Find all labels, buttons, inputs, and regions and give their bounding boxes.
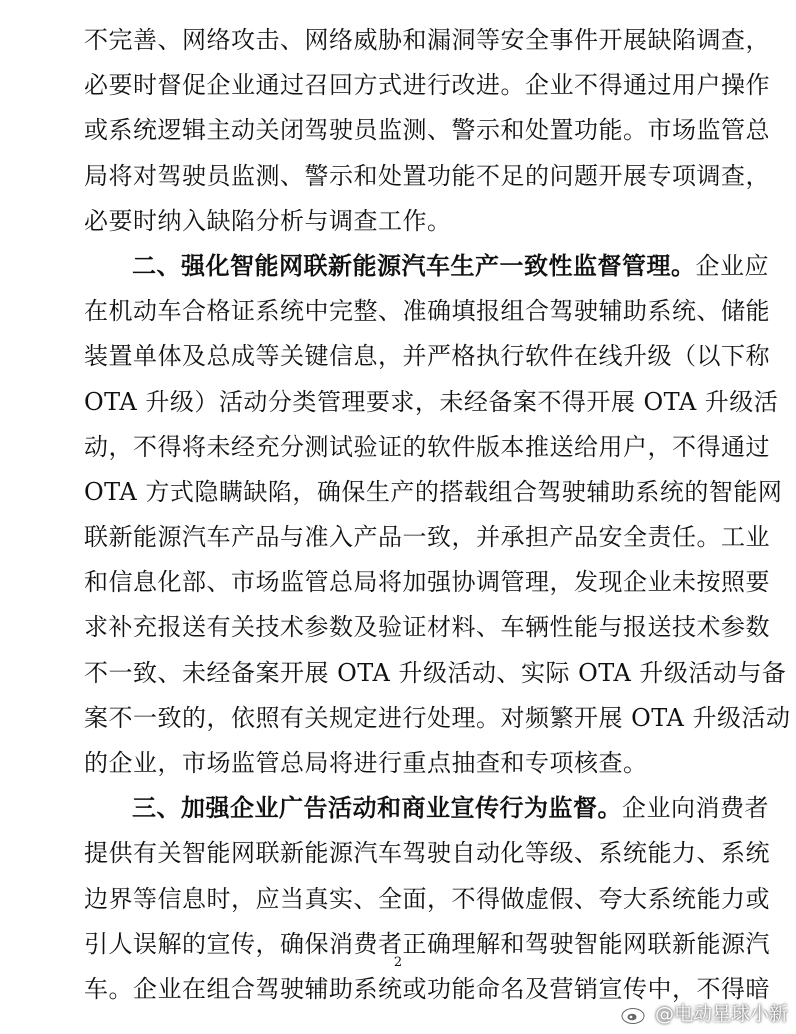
text-line: 和信息化部、市场监管总局将加强协调管理，发现企业未按照要 xyxy=(84,568,770,597)
section-three-first-line-text: 企业向消费者 xyxy=(622,794,769,823)
text-line: 边界等信息时，应当真实、全面，不得做虚假、夸大系统能力或 xyxy=(84,884,770,913)
text-line: 局将对驾驶员监测、警示和处置功能不足的问题开展专项调查， xyxy=(84,161,770,190)
section-two-first-line-text: 企业应 xyxy=(695,251,769,280)
section-three-heading: 三、加强企业广告活动和商业宣传行为监督。 xyxy=(132,794,622,823)
page-number: 2 xyxy=(393,955,403,970)
watermark xyxy=(620,999,788,1026)
text-line: 引人误解的宣传，确保消费者正确理解和驾驶智能网联新能源汽 xyxy=(84,929,770,958)
section-three-first-line xyxy=(84,786,769,831)
text-line: 必要时督促企业通过召回方式进行改进。企业不得通过用户操作 xyxy=(84,71,770,100)
watermark-text: @电动星球小新 xyxy=(654,1003,788,1025)
text-line: 求补充报送有关技术参数及验证材料、车辆性能与报送技术参数 xyxy=(84,613,770,642)
text-line: 不完善、网络攻击、网络威胁和漏洞等安全事件开展缺陷调查， xyxy=(84,26,770,54)
section-two-first-line xyxy=(84,244,769,289)
text-line: 提供有关智能网联新能源汽车驾驶自动化等级、系统能力、系统 xyxy=(84,839,770,868)
weibo-icon xyxy=(620,1001,650,1025)
text-line: 案不一致的，依照有关规定进行处理。对频繁开展 OTA 升级活动 xyxy=(84,703,791,732)
text-line: 在机动车合格证系统中完整、准确填报组合驾驶辅助系统、储能 xyxy=(84,297,770,326)
text-line: 装置单体及总成等关键信息，并严格执行软件在线升级（以下称 xyxy=(84,342,770,371)
text-line: 动，不得将未经充分测试验证的软件版本推送给用户，不得通过 xyxy=(84,432,770,461)
document-page xyxy=(84,18,791,1012)
text-line: 联新能源汽车产品与准入产品一致，并承担产品安全责任。工业 xyxy=(84,523,770,552)
text-line: 必要时纳入缺陷分析与调查工作。 xyxy=(84,206,452,235)
text-line: 或系统逻辑主动关闭驾驶员监测、警示和处置功能。市场监管总 xyxy=(84,116,770,145)
text-line: OTA 升级）活动分类管理要求，未经备案不得开展 OTA 升级活 xyxy=(84,387,779,416)
text-line: 的企业，市场监管总局将进行重点抽查和专项核查。 xyxy=(84,749,648,777)
text-line: 不一致、未经备案开展 OTA 升级活动、实际 OTA 升级活动与备 xyxy=(84,658,787,687)
text-line: 车。企业在组合驾驶辅助系统或功能命名及营销宣传中，不得暗 xyxy=(84,974,770,1003)
text-line: OTA 方式隐瞒缺陷，确保生产的搭载组合驾驶辅助系统的智能网 xyxy=(84,477,783,506)
section-two-heading: 二、强化智能网联新能源汽车生产一致性监督管理。 xyxy=(132,251,696,280)
